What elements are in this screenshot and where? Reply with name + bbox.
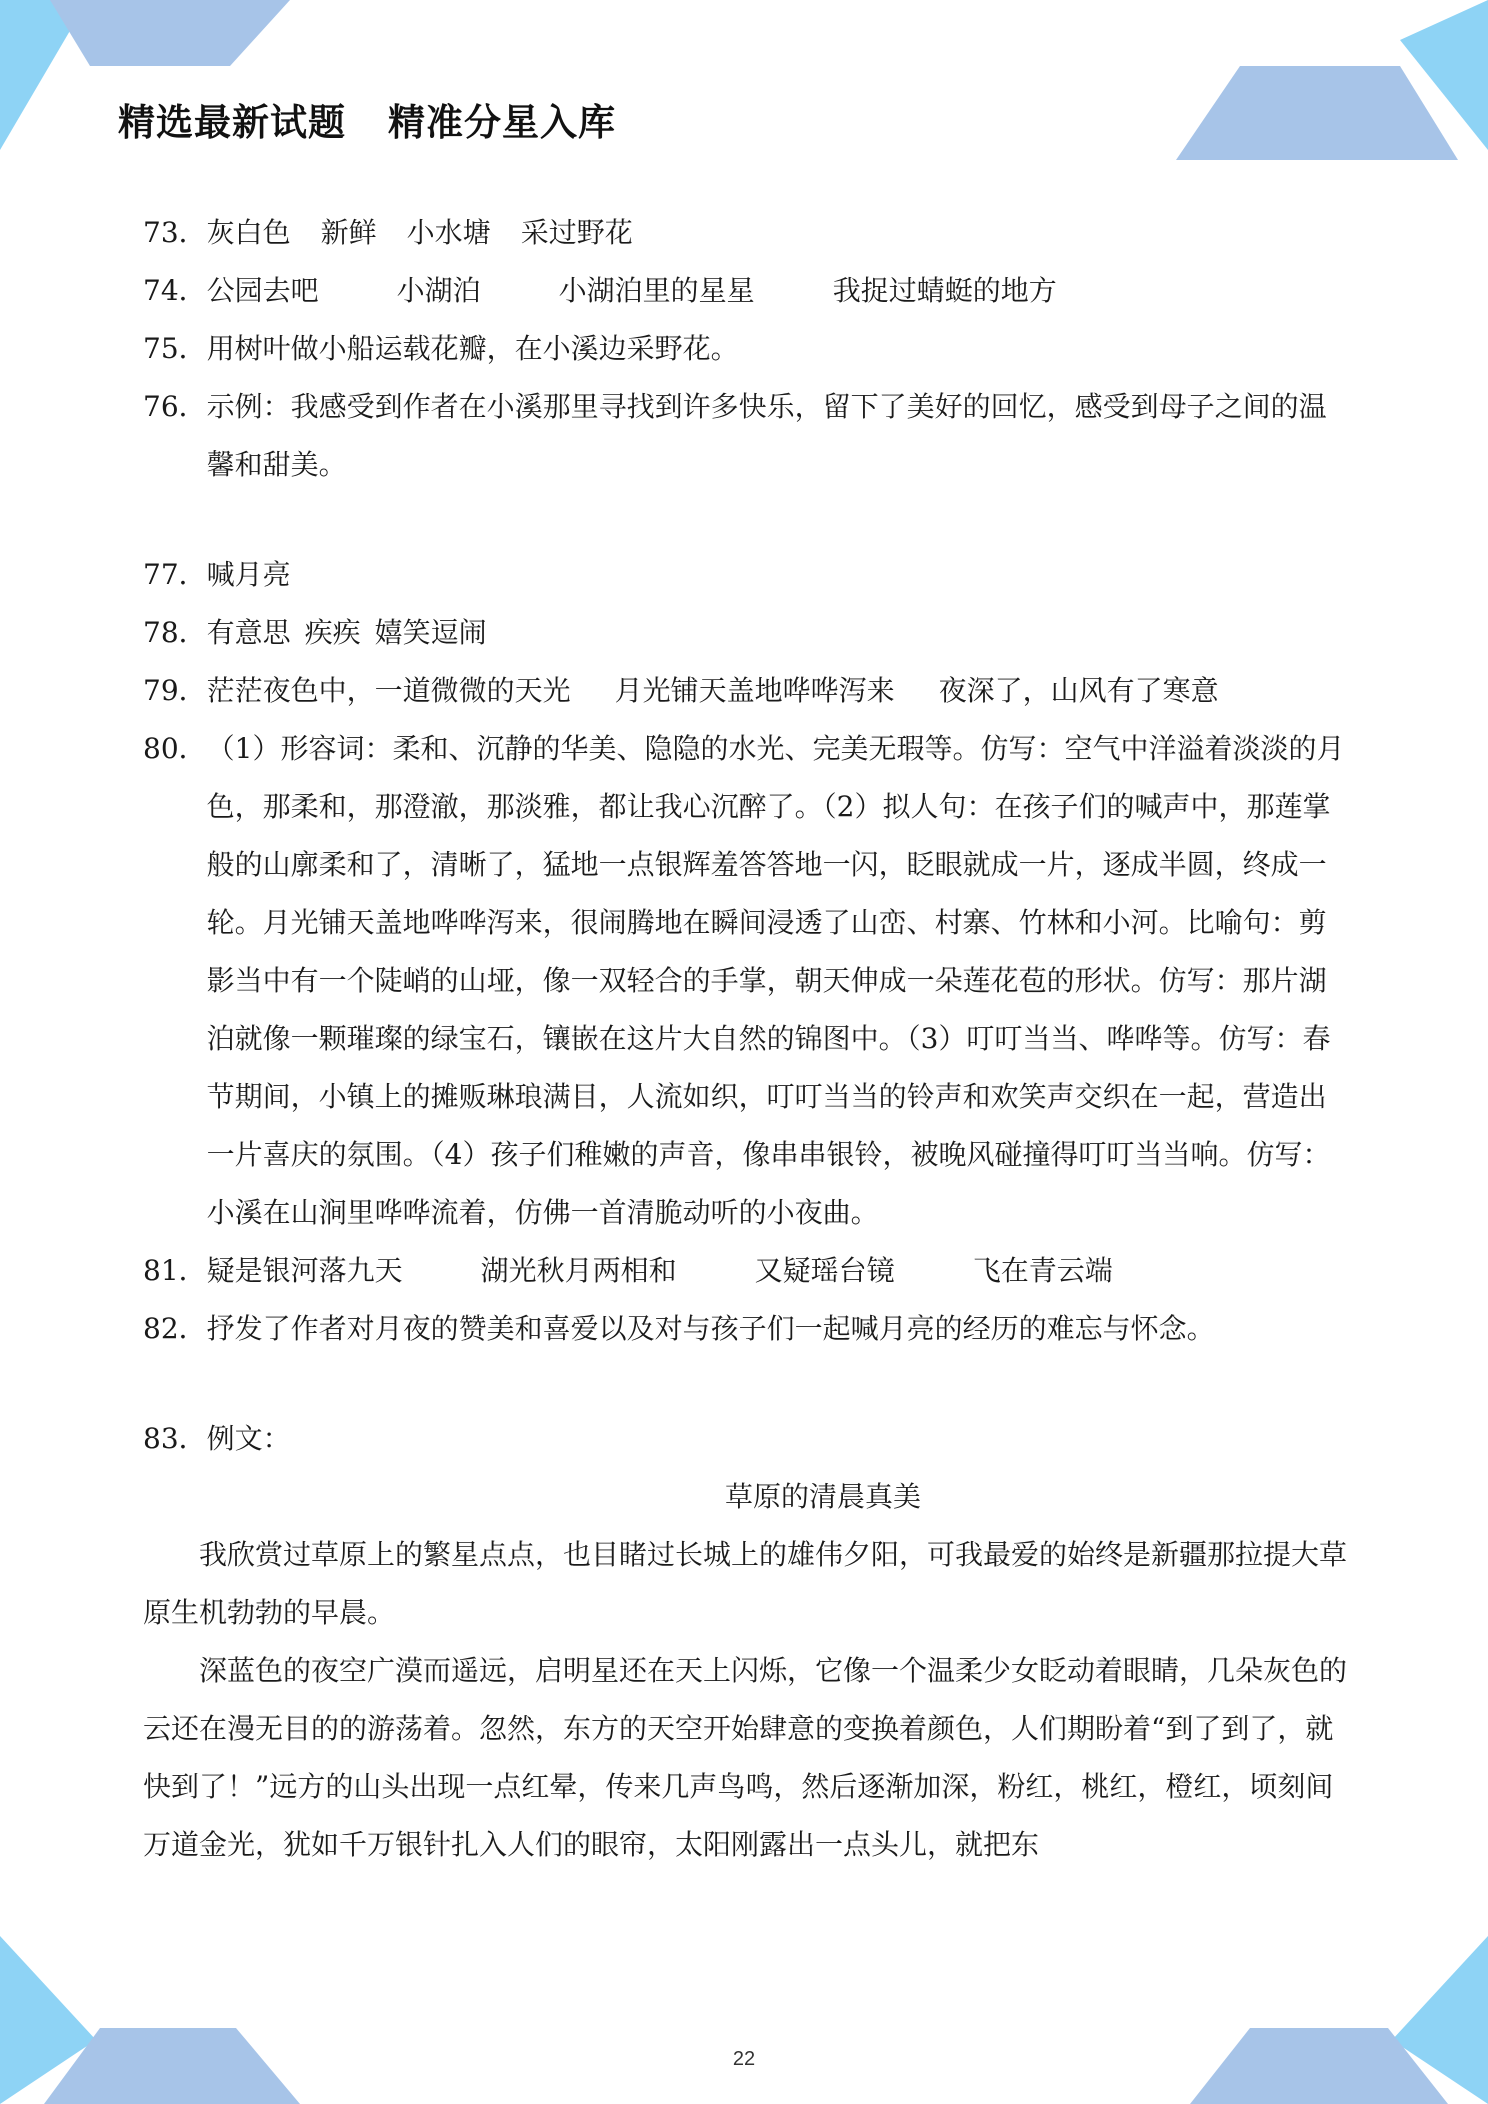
- answer-number: 73．: [143, 216, 207, 249]
- page-number: 22: [732, 2048, 756, 2070]
- answer-number: 77．: [143, 558, 207, 591]
- answer-number: 76．: [143, 390, 207, 423]
- answer-text: 示例：我感受到作者在小溪那里寻找到许多快乐，留下了美好的回忆，感受到母子之间的温馨和甜美。: [206, 390, 1327, 481]
- banner-trapezoid-top-right: [1176, 66, 1458, 160]
- header-title: [118, 92, 616, 146]
- answer-number: 80．: [143, 732, 207, 765]
- answer-content: [143, 204, 1353, 1874]
- answer-79: [143, 662, 1353, 720]
- answer-82: [143, 1300, 1353, 1358]
- corner-triangle-bottom-right: [1392, 1936, 1488, 2104]
- answer-part: 疑是银河落九天: [206, 1254, 403, 1287]
- answer-text: [207, 1242, 1353, 1300]
- answer-77: [143, 546, 1353, 604]
- essay-paragraph-1: 我欣赏过草原上的繁星点点，也目睹过长城上的雄伟夕阳，可我最爱的始终是新疆那拉提大草原生机勃勃的早晨。: [143, 1538, 1348, 1629]
- answer-part: 又疑瑶台镜: [754, 1254, 895, 1287]
- banner-trapezoid-top-left: [50, 0, 290, 66]
- answer-text: 喊月亮: [206, 558, 291, 591]
- answer-74: [143, 262, 1353, 320]
- answer-text: 用树叶做小船运载花瓣，在小溪边采野花。: [206, 332, 739, 365]
- answer-part: 月光铺天盖地哗哗泻来: [614, 674, 895, 707]
- answer-part: 采过野花: [520, 216, 633, 249]
- answer-part: 湖光秋月两相和: [480, 1254, 677, 1287]
- answer-78: [143, 604, 1353, 662]
- answer-part: 飞在青云端: [972, 1254, 1113, 1287]
- answer-81: [143, 1242, 1353, 1300]
- essay-paragraph-2: 深蓝色的夜空广漠而遥远，启明星还在天上闪烁，它像一个温柔少女眨动着眼睛，几朵灰色的云还在漫无目的的游荡着。忽然，东方的天空开始肆意的变换着颜色，人们期盼着“到了到了，就快到了！”远方的山头出现一点红晕，传来几声鸟鸣，然后逐渐加深，粉红，桃红，橙红，顷刻间万道金光，犹如千万银针扎入人们的眼帘，太阳刚露出一点头儿，就把东: [143, 1654, 1348, 1861]
- answer-text: [207, 604, 1353, 662]
- header-title-part2: 精准分星入库: [388, 101, 616, 144]
- answer-number: 79．: [143, 674, 207, 707]
- answer-part: 小湖泊里的星星: [558, 274, 755, 307]
- answer-text: （1）形容词：柔和、沉静的华美、隐隐的水光、完美无瑕等。仿写：空气中洋溢着淡淡的月色，那柔和，那澄澈，那淡雅，都让我心沉醉了。（2）拟人句：在孩子们的喊声中，那莲掌般的山廓柔和了，清晰了，猛地一点银辉羞答答地一闪，眨眼就成一片，逐成半圆，终成一轮。月光铺天盖地哗哗泻来，很闹腾地在瞬间浸透了山峦、村寨、竹林和小河。比喻句：剪影当中有一个陡峭的山垭，像一双轻合的手掌，朝天伸成一朵莲花苞的形状。仿写：那片湖泊就像一颗璀璨的绿宝石，镶嵌在这片大自然的锦图中。（3）叮叮当当、哗哗等。仿写：春节期间，小镇上的摊贩琳琅满目，人流如织，叮叮当当的铃声和欢笑声交织在一起，营造出一片喜庆的氛围。（4）孩子们稚嫩的声音，像串串银铃，被晚风碰撞得叮叮当当响。仿写：小溪在山涧里哗哗流着，仿佛一首清脆动听的小夜曲。: [206, 732, 1345, 1229]
- answer-part: 新鲜: [320, 216, 377, 249]
- answer-part: 疾疾: [304, 616, 361, 649]
- corner-triangle-bottom-left: [0, 1936, 96, 2104]
- answer-number: 81．: [143, 1254, 207, 1287]
- answer-number: 78．: [143, 616, 207, 649]
- answer-part: 有意思: [206, 616, 291, 649]
- answer-part: 茫茫夜色中，一道微微的天光: [206, 674, 571, 707]
- answer-part: 灰白色: [206, 216, 291, 249]
- answer-number: 83．: [143, 1422, 207, 1455]
- answer-73: [143, 204, 1353, 262]
- answer-76: [143, 378, 1353, 494]
- answer-text: 例文：: [206, 1422, 291, 1455]
- answer-80: [143, 720, 1353, 1242]
- answer-part: 我捉过蜻蜓的地方: [832, 274, 1057, 307]
- header-title-part1: 精选最新试题: [118, 101, 346, 144]
- answer-text: 抒发了作者对月夜的赞美和喜爱以及对与孩子们一起喊月亮的经历的难忘与怀念。: [206, 1312, 1215, 1345]
- answer-part: 公园去吧: [206, 274, 319, 307]
- spacer: [143, 1358, 1353, 1410]
- spacer: [143, 494, 1353, 546]
- answer-part: 嬉笑逗闹: [374, 616, 487, 649]
- answer-83: [143, 1410, 1353, 1468]
- answer-text: [207, 662, 1353, 720]
- corner-triangle-top-right: [1400, 0, 1488, 150]
- answer-part: 夜深了，山风有了寒意: [938, 674, 1219, 707]
- corner-triangle-top-left: [0, 0, 88, 150]
- answer-number: 75．: [143, 332, 207, 365]
- answer-number: 82．: [143, 1312, 207, 1345]
- answer-text: [207, 262, 1353, 320]
- answer-part: 小水塘: [406, 216, 491, 249]
- answer-75: [143, 320, 1353, 378]
- answer-number: 74．: [143, 274, 207, 307]
- essay-title: 草原的清晨真美: [724, 1480, 921, 1513]
- answer-text: [207, 204, 1353, 262]
- answer-part: 小湖泊: [396, 274, 481, 307]
